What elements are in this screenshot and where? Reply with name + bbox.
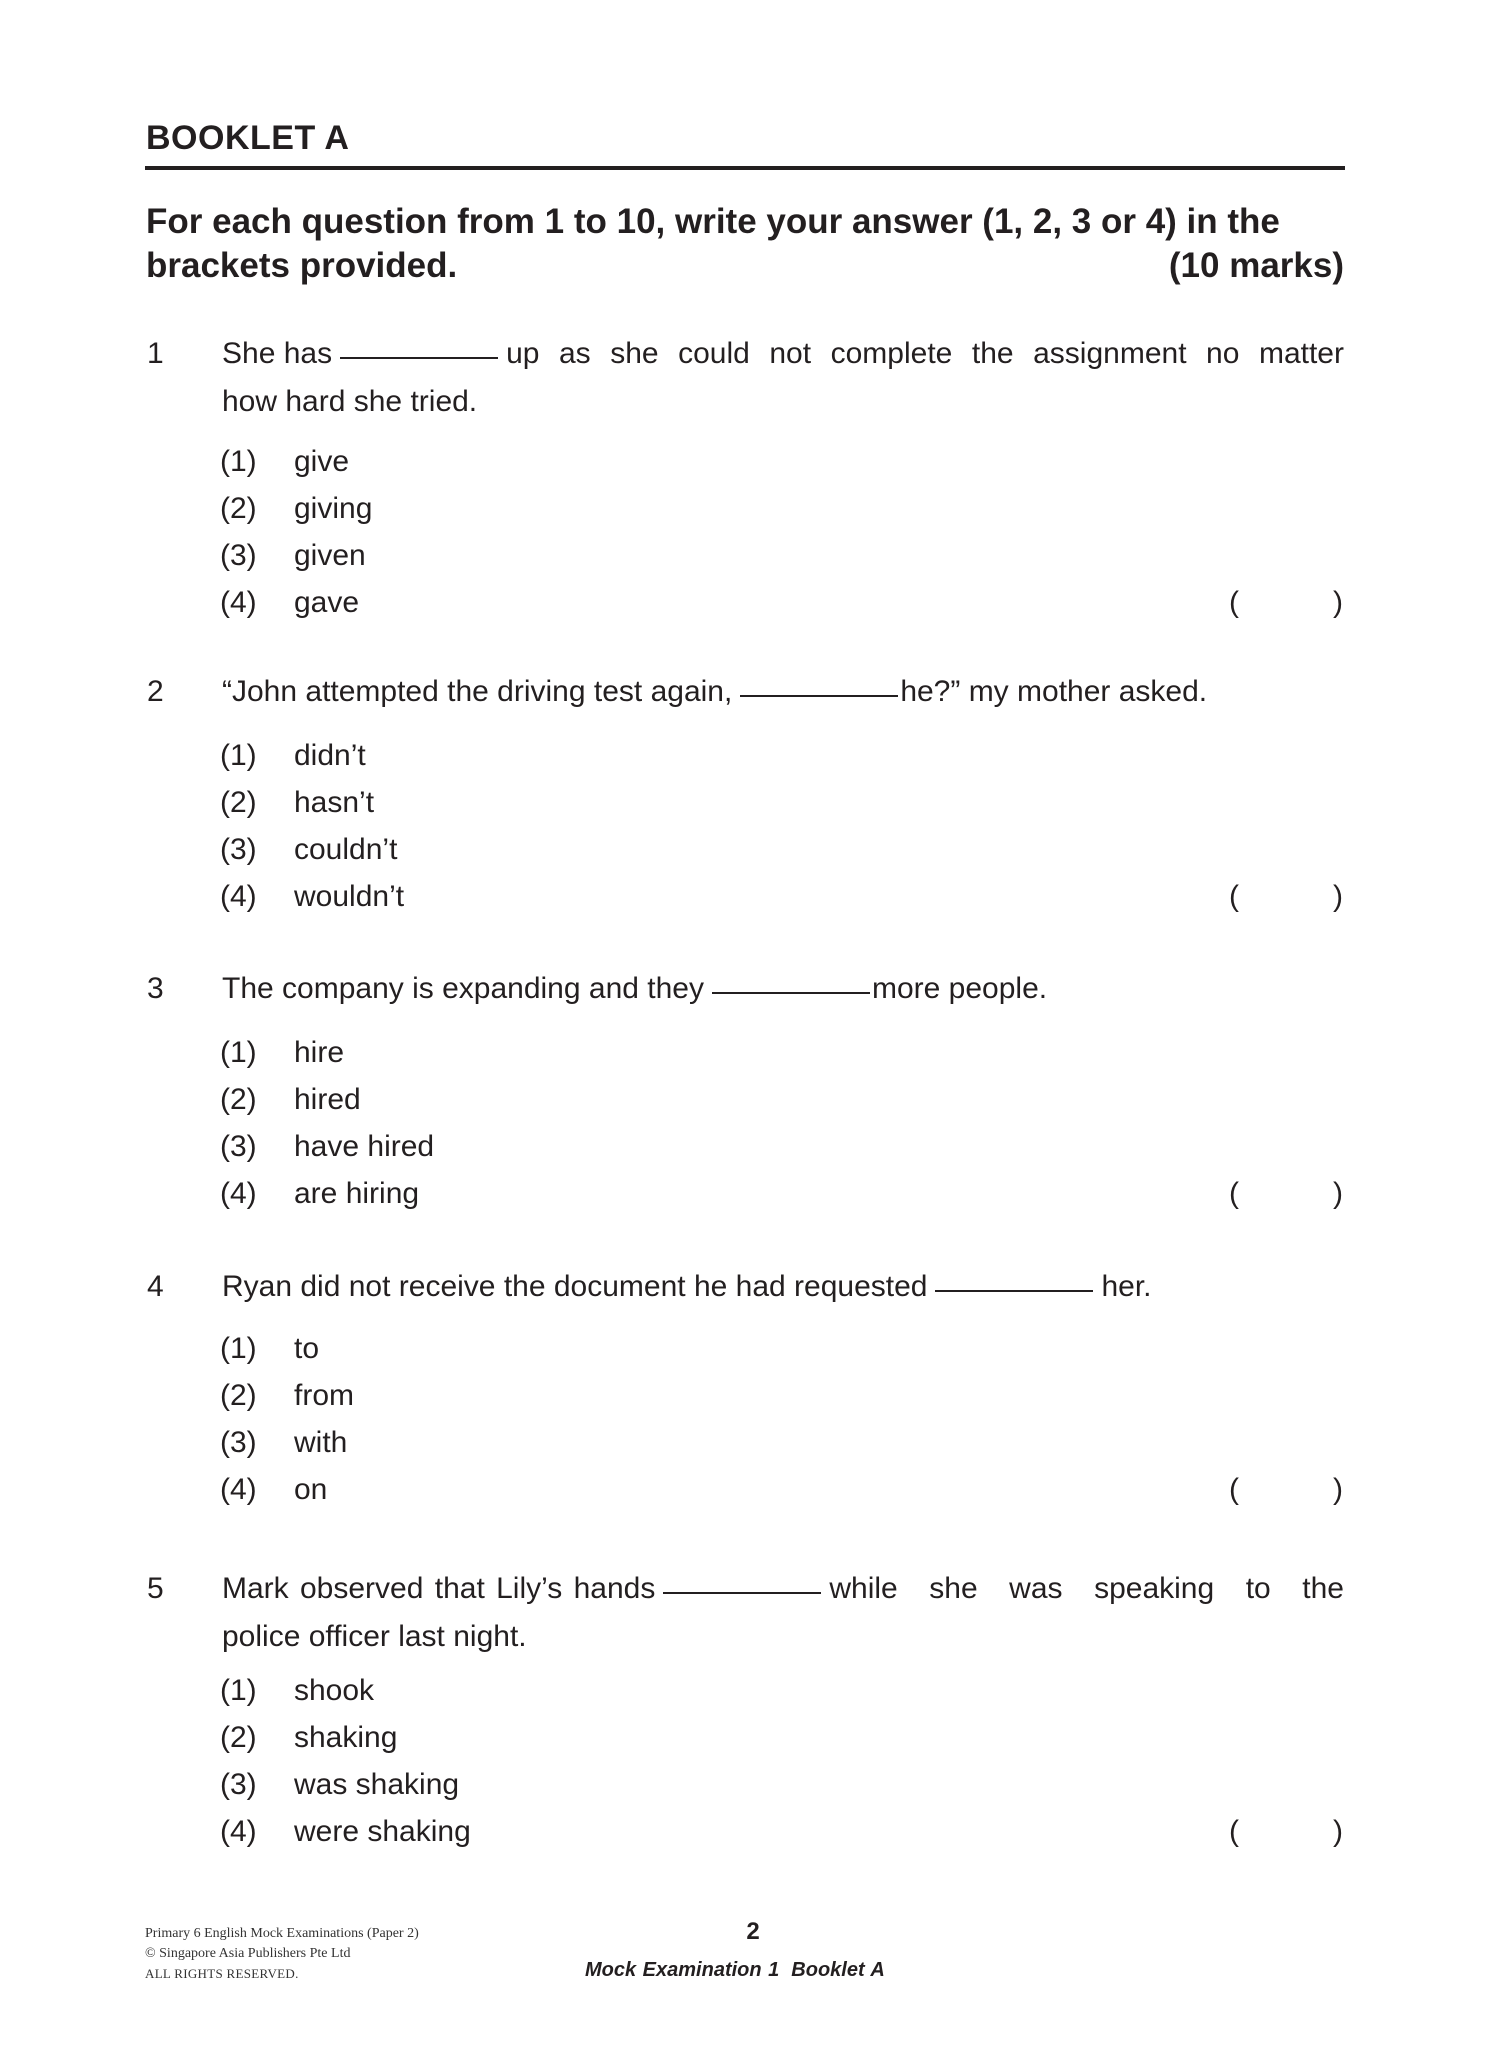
option-1	[0, 1667, 1502, 1715]
option-number: (1)	[220, 445, 257, 478]
stem-after-blank: while she was speaking to the	[829, 1572, 1344, 1605]
answer-blank	[935, 1260, 1093, 1292]
option-number: (1)	[220, 1036, 257, 1069]
option-number: (4)	[220, 1473, 257, 1506]
page-number: 2	[746, 1918, 760, 1945]
question-number: 4	[147, 1270, 164, 1303]
option-text: were shaking	[294, 1815, 471, 1848]
option-number: (3)	[220, 1426, 257, 1459]
answer-bracket-close[interactable]: )	[1333, 586, 1343, 619]
answer-bracket-open[interactable]: (	[1229, 880, 1239, 913]
heading-rule	[145, 166, 1345, 170]
exam-title: Mock Examination 1	[585, 1959, 780, 1981]
option-4	[0, 579, 1502, 627]
question-stem-line-1	[222, 1263, 1344, 1311]
option-1	[0, 1325, 1502, 1373]
option-4	[0, 1170, 1502, 1218]
stem-before-blank: She has	[222, 337, 333, 370]
question-number: 1	[147, 337, 164, 370]
question-stem-line-2: how hard she tried.	[222, 385, 478, 418]
answer-bracket-open[interactable]: (	[1229, 1473, 1239, 1506]
option-text: giving	[294, 492, 373, 525]
option-1	[0, 732, 1502, 780]
option-3	[0, 1761, 1502, 1809]
option-number: (4)	[220, 1177, 257, 1210]
question-stem-line-1	[222, 1565, 1344, 1613]
option-2	[0, 1076, 1502, 1124]
question-number: 5	[147, 1572, 164, 1605]
answer-blank	[340, 327, 498, 359]
footer-book-title: Primary 6 English Mock Examinations (Paper 2)	[145, 1926, 419, 1941]
option-text: hired	[294, 1083, 361, 1116]
option-text: shook	[294, 1674, 375, 1707]
option-number: (3)	[220, 1130, 257, 1163]
footer-exam-title	[585, 1957, 885, 1983]
footer-publisher: © Singapore Asia Publishers Pte Ltd	[145, 1946, 351, 1961]
option-number: (4)	[220, 586, 257, 619]
stem-after-blank: her.	[1101, 1270, 1152, 1303]
footer-rights: ALL RIGHTS RESERVED.	[145, 1966, 299, 1981]
option-text: didn’t	[294, 739, 366, 772]
question-stem-line-2: police officer last night.	[222, 1620, 527, 1653]
option-number: (2)	[220, 1083, 257, 1116]
answer-bracket-open[interactable]: (	[1229, 1177, 1239, 1210]
option-text: hasn’t	[294, 786, 375, 819]
answer-blank	[712, 962, 870, 994]
booklet-label: Booklet A	[791, 1959, 885, 1981]
option-text: are hiring	[294, 1177, 420, 1210]
answer-bracket-open[interactable]: (	[1229, 586, 1239, 619]
option-3	[0, 1419, 1502, 1467]
option-number: (1)	[220, 1332, 257, 1365]
question-stem-line-1	[222, 330, 1344, 378]
stem-before-blank: “John attempted the driving test again,	[222, 675, 733, 708]
question-number: 3	[147, 972, 164, 1005]
option-number: (2)	[220, 786, 257, 819]
stem-before-blank: Mark observed that Lily’s hands	[222, 1572, 656, 1605]
option-number: (3)	[220, 1768, 257, 1801]
question-stem-line-1	[222, 965, 1344, 1013]
option-1	[0, 438, 1502, 486]
option-text: shaking	[294, 1721, 398, 1754]
question-number: 2	[147, 675, 164, 708]
instructions-text: brackets provided.	[146, 246, 458, 285]
option-number: (2)	[220, 492, 257, 525]
answer-bracket-close[interactable]: )	[1333, 1815, 1343, 1848]
option-text: was shaking	[294, 1768, 460, 1801]
option-number: (4)	[220, 880, 257, 913]
booklet-heading: BOOKLET A	[146, 119, 350, 157]
option-number: (1)	[220, 739, 257, 772]
option-text: gave	[294, 586, 360, 619]
answer-bracket-close[interactable]: )	[1333, 1473, 1343, 1506]
marks-label: (10 marks)	[1168, 246, 1344, 285]
option-2	[0, 1372, 1502, 1420]
stem-after-blank: up as she could not complete the assignment no matter	[506, 337, 1344, 370]
option-text: on	[294, 1473, 328, 1506]
option-text: hire	[294, 1036, 345, 1069]
answer-blank	[663, 1562, 821, 1594]
option-2	[0, 779, 1502, 827]
answer-bracket-close[interactable]: )	[1333, 880, 1343, 913]
option-number: (1)	[220, 1674, 257, 1707]
option-text: with	[294, 1426, 348, 1459]
option-4	[0, 1808, 1502, 1856]
option-text: give	[294, 445, 350, 478]
instructions-line-1: For each question from 1 to 10, write your answer (1, 2, 3 or 4) in the	[146, 202, 1280, 241]
option-text: have hired	[294, 1130, 435, 1163]
instructions-line-2	[146, 244, 1344, 288]
option-number: (4)	[220, 1815, 257, 1848]
stem-after-blank: more people.	[871, 972, 1048, 1005]
stem-before-blank: The company is expanding and they	[222, 972, 704, 1005]
option-number: (2)	[220, 1721, 257, 1754]
option-2	[0, 485, 1502, 533]
option-3	[0, 532, 1502, 580]
question-stem-line-1	[222, 668, 1344, 716]
option-number: (3)	[220, 539, 257, 572]
option-2	[0, 1714, 1502, 1762]
answer-bracket-close[interactable]: )	[1333, 1177, 1343, 1210]
stem-after-blank: he?” my mother asked.	[900, 675, 1208, 708]
answer-blank	[740, 665, 898, 697]
option-text: given	[294, 539, 366, 572]
option-4	[0, 1466, 1502, 1514]
option-number: (2)	[220, 1379, 257, 1412]
option-text: wouldn’t	[294, 880, 405, 913]
option-number: (3)	[220, 833, 257, 866]
answer-bracket-open[interactable]: (	[1229, 1815, 1239, 1848]
option-3	[0, 1123, 1502, 1171]
option-4	[0, 873, 1502, 921]
option-text: couldn’t	[294, 833, 398, 866]
stem-before-blank: Ryan did not receive the document he had requested	[222, 1270, 928, 1303]
option-text: from	[294, 1379, 354, 1412]
option-3	[0, 826, 1502, 874]
option-text: to	[294, 1332, 320, 1365]
option-1	[0, 1029, 1502, 1077]
footer-copyright	[145, 1924, 419, 1984]
